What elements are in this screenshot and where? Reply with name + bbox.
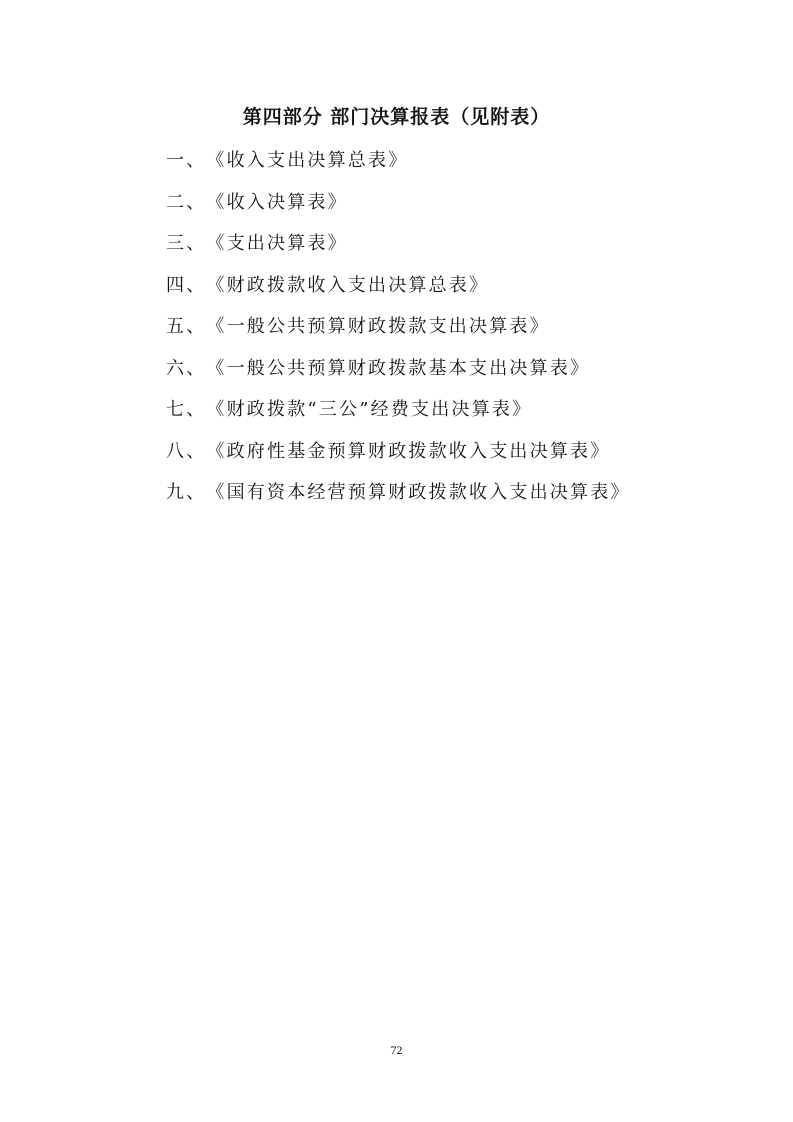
report-list xyxy=(166,148,631,522)
item-number: 七、 xyxy=(166,399,207,420)
section-title: 第四部分 部门决算报表（见附表） xyxy=(242,106,551,128)
list-item xyxy=(166,273,631,315)
item-number: 三、 xyxy=(166,233,207,254)
item-number: 四、 xyxy=(166,274,207,296)
page-number: 72 xyxy=(390,1043,403,1057)
list-item xyxy=(166,190,631,232)
item-text: 《收入决算表》 xyxy=(206,191,348,213)
item-text: 《国有资本经营预算财政拨款收入支出决算表》 xyxy=(206,482,631,503)
item-number: 九、 xyxy=(166,482,207,503)
list-item xyxy=(166,480,631,522)
item-text: 《政府性基金预算财政拨款收入支出决算表》 xyxy=(206,440,611,462)
item-text: 《支出决算表》 xyxy=(206,233,348,254)
list-item xyxy=(166,148,631,190)
list-item xyxy=(166,356,631,398)
list-item xyxy=(166,314,631,356)
item-number: 八、 xyxy=(166,440,207,462)
item-text: 《一般公共预算财政拨款支出决算表》 xyxy=(206,316,550,337)
item-text: 《财政拨款“三公”经费支出决算表》 xyxy=(206,399,533,420)
list-item xyxy=(166,439,631,481)
list-item xyxy=(166,231,631,273)
item-number: 六、 xyxy=(166,357,207,379)
item-text: 《财政拨款收入支出决算总表》 xyxy=(206,274,490,296)
item-number: 二、 xyxy=(166,191,207,213)
item-text: 《收入支出决算总表》 xyxy=(206,150,409,171)
item-number: 一、 xyxy=(166,150,207,171)
list-item xyxy=(166,397,631,439)
item-text: 《一般公共预算财政拨款基本支出决算表》 xyxy=(206,357,591,379)
item-number: 五、 xyxy=(166,316,207,337)
